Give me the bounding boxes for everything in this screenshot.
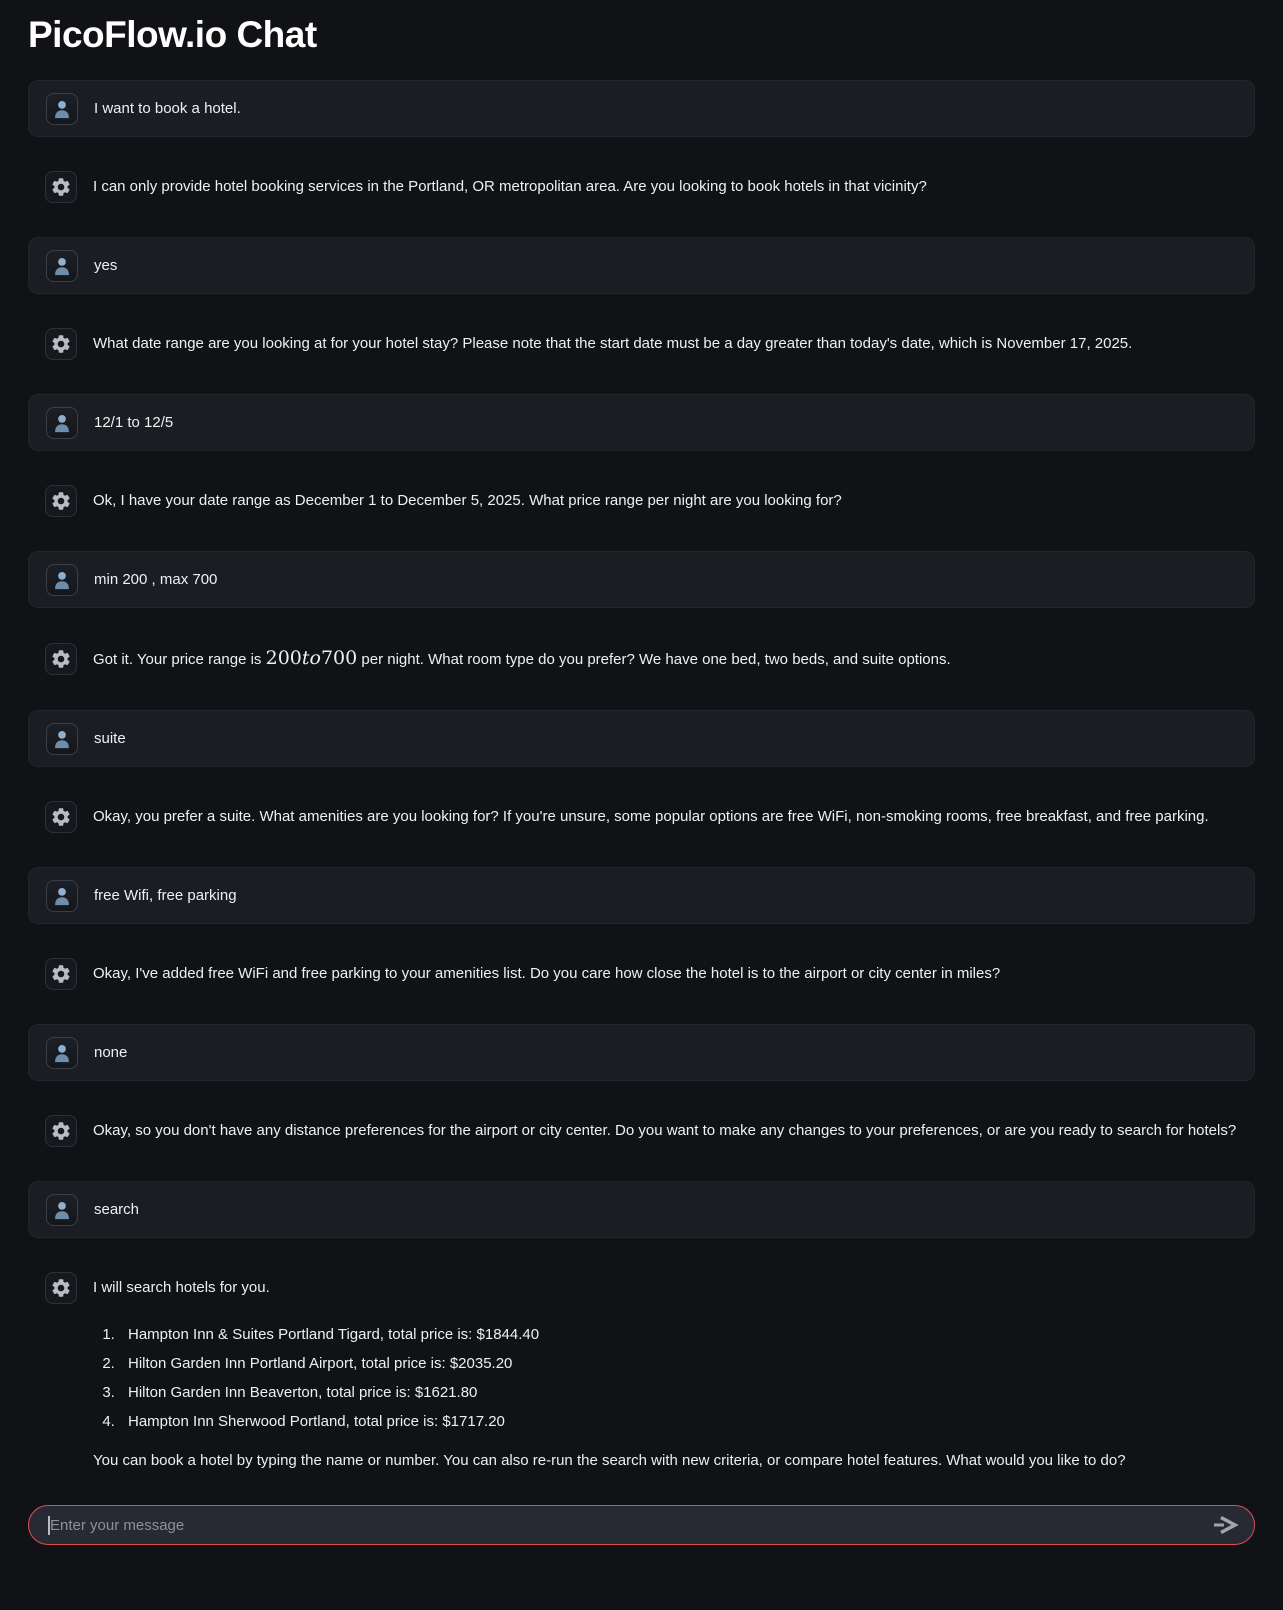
user-avatar-icon bbox=[46, 93, 78, 125]
user-message bbox=[28, 1024, 1255, 1081]
page-title: PicoFlow.io Chat bbox=[28, 14, 317, 55]
bot-message-text: I will search hotels for you. bbox=[93, 1279, 270, 1296]
user-avatar-icon bbox=[46, 880, 78, 912]
user-message bbox=[28, 551, 1255, 608]
user-message-text: yes bbox=[94, 257, 118, 274]
bot-message-text: Okay, you prefer a suite. What amenities are you looking for? If you're unsure, some popular options are free WiFi, non-smoking rooms, free breakfast, and free parking. bbox=[93, 808, 1209, 825]
text-caret bbox=[48, 1516, 50, 1535]
user-message bbox=[28, 867, 1255, 924]
bot-message-text: Ok, I have your date range as December 1 to December 5, 2025. What price range per night are you looking for? bbox=[93, 492, 842, 509]
bot-message bbox=[28, 801, 1255, 833]
gear-icon bbox=[45, 328, 77, 360]
message-composer bbox=[28, 1505, 1255, 1545]
user-message-text: 12/1 to 12/5 bbox=[94, 414, 174, 431]
user-message-text: suite bbox=[94, 730, 126, 747]
gear-icon bbox=[45, 171, 77, 203]
user-message bbox=[28, 237, 1255, 294]
bot-message-text: Got it. Your price range is 200to700 per night. What room type do you prefer? We have one bed, two beds, and suite options. bbox=[93, 647, 951, 669]
user-message-text: free Wifi, free parking bbox=[94, 887, 237, 904]
user-message-text: search bbox=[94, 1201, 140, 1218]
user-avatar-icon bbox=[46, 1194, 78, 1226]
bot-message bbox=[28, 1272, 1255, 1471]
gear-icon bbox=[45, 801, 77, 833]
bot-message bbox=[28, 328, 1255, 360]
chat-page bbox=[0, 14, 1283, 1610]
hotel-results-list bbox=[93, 1324, 1126, 1432]
hotel-result-item: 1. Hampton Inn & Suites Portland Tigard, total price is: $1844.40 bbox=[119, 1324, 1126, 1345]
bot-message bbox=[28, 171, 1255, 203]
hotel-result-item: 3. Hilton Garden Inn Beaverton, total price is: $1621.80 bbox=[119, 1382, 1126, 1403]
message-input[interactable] bbox=[48, 1516, 1208, 1535]
gear-icon bbox=[45, 1115, 77, 1147]
user-message bbox=[28, 710, 1255, 767]
bot-message bbox=[28, 958, 1255, 990]
bot-message-text: You can book a hotel by typing the name or number. You can also re-run the search with new criteria, or compare hotel features. What would you like to do? bbox=[93, 1452, 1126, 1469]
user-avatar-icon bbox=[46, 1037, 78, 1069]
bot-message-text: Okay, so you don't have any distance preferences for the airport or city center. Do you want to make any changes to your preferences, or are you ready to search for hotels? bbox=[93, 1122, 1237, 1139]
bot-message bbox=[28, 1115, 1255, 1147]
message-list bbox=[0, 80, 1283, 1471]
user-avatar-icon bbox=[46, 564, 78, 596]
bot-message-text: Okay, I've added free WiFi and free parking to your amenities list. Do you care how close the hotel is to the airport or city center in miles? bbox=[93, 965, 1001, 982]
user-message bbox=[28, 394, 1255, 451]
gear-icon bbox=[45, 485, 77, 517]
bot-message-text: What date range are you looking at for your hotel stay? Please note that the start date must be a day greater than today's date, which is November 17, 2025. bbox=[93, 335, 1133, 352]
send-button[interactable] bbox=[1208, 1510, 1242, 1540]
price-range-math: 200to700 bbox=[265, 647, 358, 669]
user-message-text: none bbox=[94, 1044, 128, 1061]
user-message bbox=[28, 80, 1255, 137]
hotel-result-item: 4. Hampton Inn Sherwood Portland, total price is: $1717.20 bbox=[119, 1411, 1126, 1432]
bot-message bbox=[28, 642, 1255, 676]
user-avatar-icon bbox=[46, 407, 78, 439]
bot-message bbox=[28, 485, 1255, 517]
gear-icon bbox=[45, 1272, 77, 1304]
hotel-result-item: 2. Hilton Garden Inn Portland Airport, total price is: $2035.20 bbox=[119, 1353, 1126, 1374]
user-avatar-icon bbox=[46, 250, 78, 282]
gear-icon bbox=[45, 958, 77, 990]
bot-message-content bbox=[93, 1272, 1126, 1471]
user-message-text: min 200 , max 700 bbox=[94, 571, 218, 588]
user-avatar-icon bbox=[46, 723, 78, 755]
bot-message-text: I can only provide hotel booking services in the Portland, OR metropolitan area. Are you looking to book hotels in that vicinity? bbox=[93, 178, 927, 195]
send-arrow-icon bbox=[1211, 1515, 1239, 1535]
user-message bbox=[28, 1181, 1255, 1238]
gear-icon bbox=[45, 643, 77, 675]
user-message-text: I want to book a hotel. bbox=[94, 100, 241, 117]
